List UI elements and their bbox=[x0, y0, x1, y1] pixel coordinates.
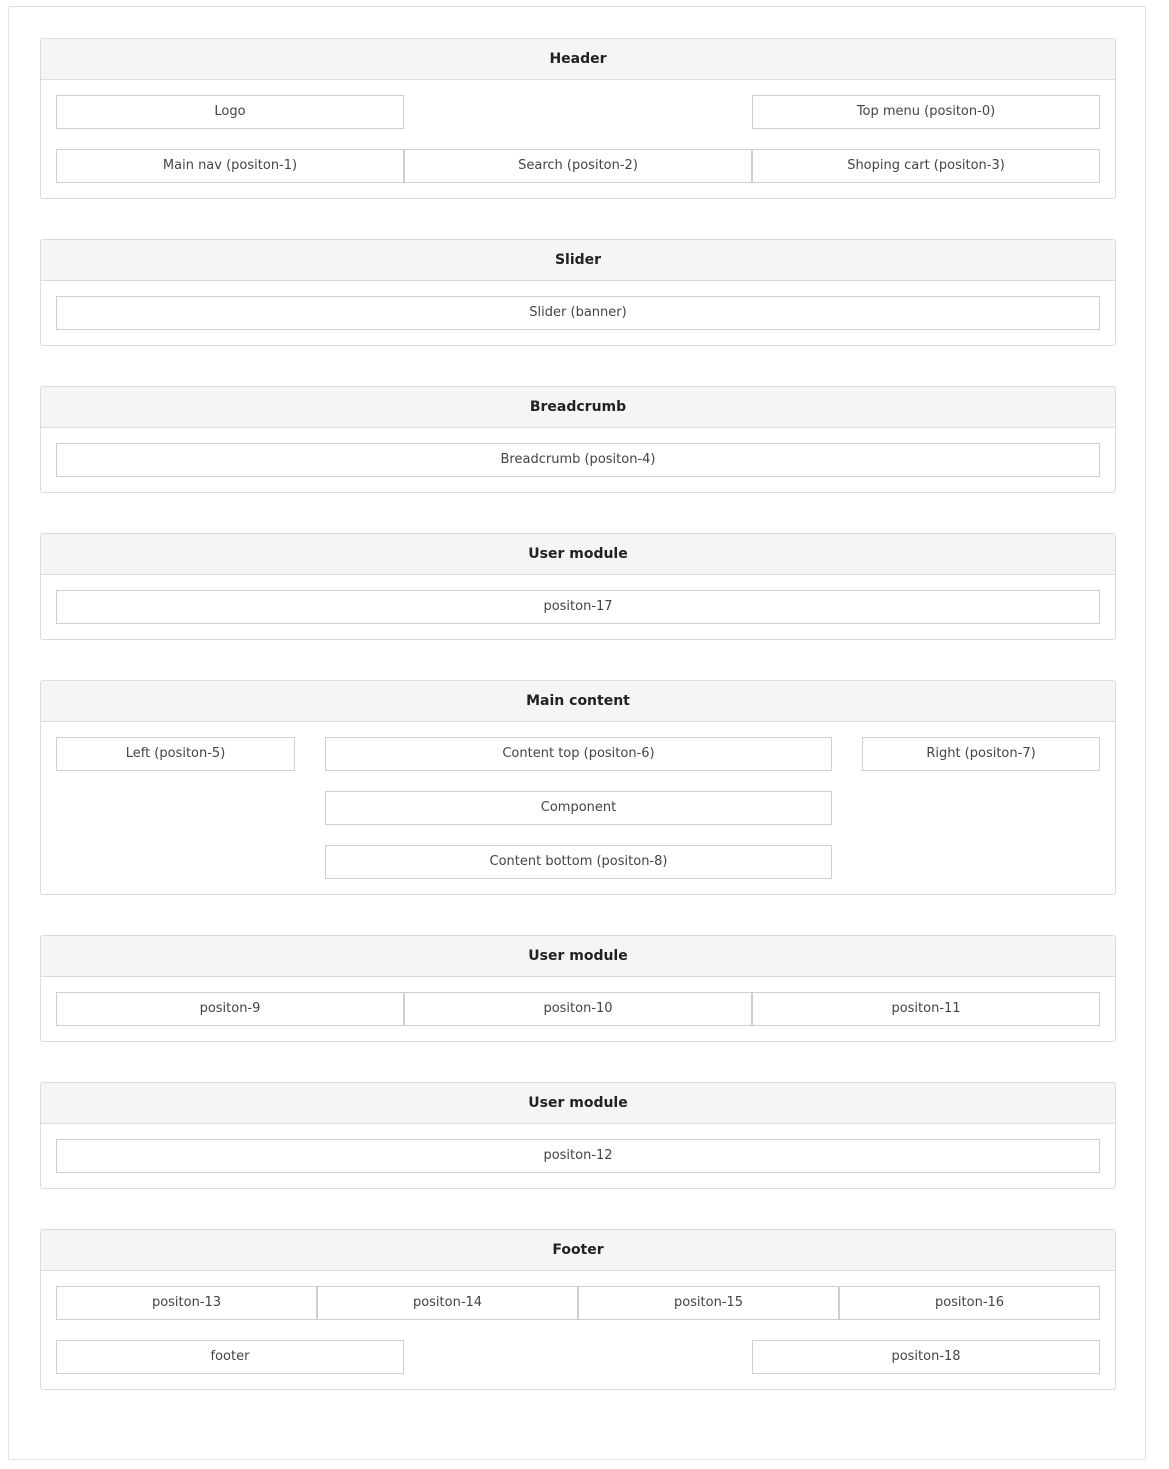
position-9[interactable]: positon-9 bbox=[56, 992, 404, 1026]
position-18[interactable]: positon-18 bbox=[752, 1340, 1100, 1374]
content-top-position[interactable]: Content top (positon-6) bbox=[325, 737, 832, 771]
footer-panel bbox=[40, 1229, 1116, 1390]
logo-position[interactable]: Logo bbox=[56, 95, 404, 129]
position-14[interactable]: positon-14 bbox=[317, 1286, 578, 1320]
position-13[interactable]: positon-13 bbox=[56, 1286, 317, 1320]
header-panel-title: Header bbox=[41, 39, 1115, 80]
user-module-1-title: User module bbox=[41, 534, 1115, 575]
position-11[interactable]: positon-11 bbox=[752, 992, 1100, 1026]
user-module-panel-2 bbox=[40, 935, 1116, 1042]
content-bottom-position[interactable]: Content bottom (positon-8) bbox=[325, 845, 832, 879]
position-17[interactable]: positon-17 bbox=[56, 590, 1100, 624]
position-10[interactable]: positon-10 bbox=[404, 992, 752, 1026]
top-menu-position[interactable]: Top menu (positon-0) bbox=[752, 95, 1100, 129]
footer-panel-title: Footer bbox=[41, 1230, 1115, 1271]
position-16[interactable]: positon-16 bbox=[839, 1286, 1100, 1320]
user-module-3-title: User module bbox=[41, 1083, 1115, 1124]
breadcrumb-panel-title: Breadcrumb bbox=[41, 387, 1115, 428]
header-panel bbox=[40, 38, 1116, 199]
layout-container bbox=[8, 6, 1146, 1460]
search-position[interactable]: Search (positon-2) bbox=[404, 149, 752, 183]
left-position[interactable]: Left (positon-5) bbox=[56, 737, 295, 771]
position-15[interactable]: positon-15 bbox=[578, 1286, 839, 1320]
breadcrumb-panel bbox=[40, 386, 1116, 493]
user-module-panel-3 bbox=[40, 1082, 1116, 1189]
breadcrumb-position[interactable]: Breadcrumb (positon-4) bbox=[56, 443, 1100, 477]
shopping-cart-position[interactable]: Shoping cart (positon-3) bbox=[752, 149, 1100, 183]
component-position[interactable]: Component bbox=[325, 791, 832, 825]
user-module-2-title: User module bbox=[41, 936, 1115, 977]
footer-position[interactable]: footer bbox=[56, 1340, 404, 1374]
right-position[interactable]: Right (positon-7) bbox=[862, 737, 1100, 771]
main-content-panel bbox=[40, 680, 1116, 895]
main-content-panel-title: Main content bbox=[41, 681, 1115, 722]
main-nav-position[interactable]: Main nav (positon-1) bbox=[56, 149, 404, 183]
user-module-panel-1 bbox=[40, 533, 1116, 640]
slider-panel bbox=[40, 239, 1116, 346]
slider-banner-position[interactable]: Slider (banner) bbox=[56, 296, 1100, 330]
position-12[interactable]: positon-12 bbox=[56, 1139, 1100, 1173]
slider-panel-title: Slider bbox=[41, 240, 1115, 281]
